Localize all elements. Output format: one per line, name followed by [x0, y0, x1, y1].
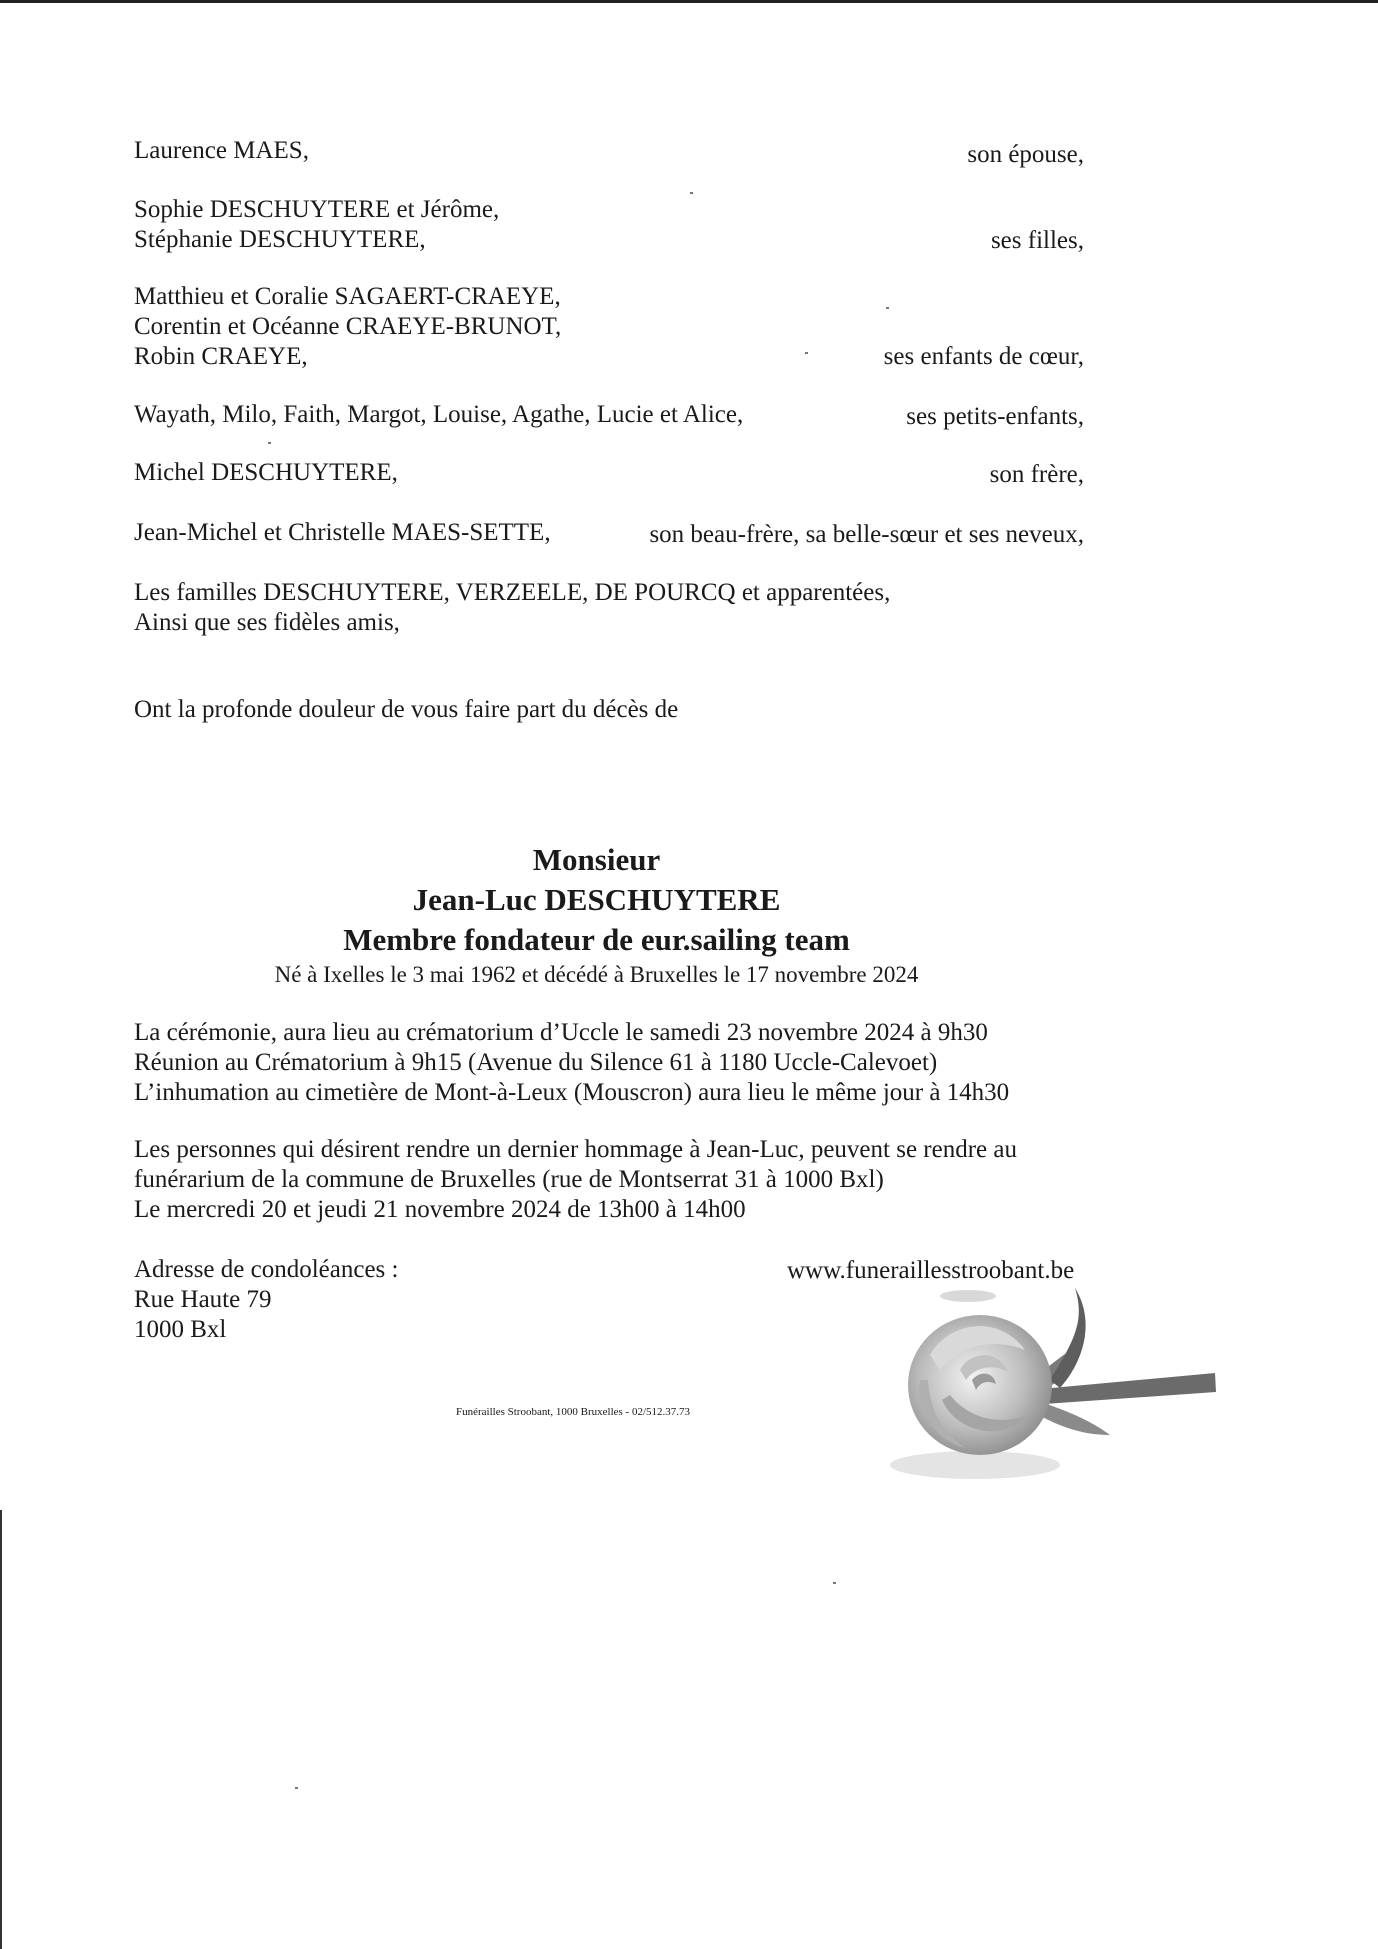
family-name-line: Sophie DESCHUYTERE et Jérôme, — [134, 196, 500, 223]
deceased-dates: Né à Ixelles le 3 mai 1962 et décédé à Bruxelles le 17 novembre 2024 — [274, 962, 919, 987]
family-names — [134, 458, 398, 488]
ceremony-line: L’inhumation au cimetière de Mont-à-Leux (Mouscron) aura lieu le même jour à 14h30 — [134, 1079, 1010, 1106]
condolence-street: Rue Haute 79 — [134, 1286, 272, 1313]
website-link[interactable]: www.funeraillesstroobant.be — [787, 1257, 1075, 1284]
scan-speck — [805, 352, 808, 354]
families-line: Les familles DESCHUYTERE, VERZEELE, DE POURCQ et apparentées, — [134, 579, 891, 606]
family-row-daughters — [134, 195, 1084, 255]
scan-speck — [833, 1582, 836, 1584]
visitation-line: Le mercredi 20 et jeudi 21 novembre 2024 de 13h00 à 14h00 — [134, 1196, 746, 1223]
funeral-home-footer: Funérailles Stroobant, 1000 Bruxelles - 02/512.37.73 — [456, 1406, 691, 1418]
family-names — [134, 282, 561, 372]
relation-label: ses filles, — [990, 227, 1084, 254]
family-names — [134, 518, 551, 548]
families-line: Ainsi que ses fidèles amis, — [134, 609, 400, 636]
family-row-spouse — [134, 136, 1084, 166]
relation-label: son épouse, — [967, 141, 1084, 168]
family-name-line: Matthieu et Coralie SAGAERT-CRAEYE, — [134, 283, 561, 310]
relation-label: ses petits-enfants, — [906, 403, 1084, 430]
family-name-line: Stéphanie DESCHUYTERE, — [134, 226, 426, 253]
family-name-line: Jean-Michel et Christelle MAES-SETTE, — [134, 519, 551, 546]
announcement-text: Ont la profonde douleur de vous faire part du décès de — [134, 696, 679, 723]
deceased-title: Monsieur — [532, 842, 661, 877]
family-names — [134, 400, 743, 430]
scan-speck — [690, 192, 693, 194]
family-row-in-laws — [134, 518, 1084, 548]
family-row-grandchildren — [134, 400, 1084, 430]
rose-icon — [880, 1280, 1220, 1480]
extended-families — [134, 578, 890, 638]
family-name-line: Michel DESCHUYTERE, — [134, 459, 398, 486]
ceremony-details — [134, 1018, 1009, 1108]
family-name-line: Wayath, Milo, Faith, Margot, Louise, Agathe, Lucie et Alice, — [134, 401, 744, 428]
condolence-label: Adresse de condoléances : — [134, 1256, 399, 1283]
top-border-line — [0, 0, 1378, 3]
ceremony-line: Réunion au Crématorium à 9h15 (Avenue du Silence 61 à 1180 Uccle-Calevoet) — [134, 1049, 938, 1076]
condolence-city: 1000 Bxl — [134, 1316, 227, 1343]
visitation-line: Les personnes qui désirent rendre un dernier hommage à Jean-Luc, peuvent se rendre au — [134, 1136, 1017, 1163]
visitation-details — [134, 1135, 1017, 1225]
left-scan-edge — [0, 1510, 2, 1949]
relation-label: son frère, — [989, 461, 1084, 488]
family-names — [134, 195, 499, 255]
ceremony-line: La cérémonie, aura lieu au crématorium d’Uccle le samedi 23 novembre 2024 à 9h30 — [134, 1019, 988, 1046]
scan-speck — [886, 307, 889, 309]
scan-speck — [295, 1787, 298, 1789]
family-names — [134, 136, 309, 166]
condolence-address — [134, 1255, 398, 1345]
visitation-line: funérarium de la commune de Bruxelles (rue de Montserrat 31 à 1000 Bxl) — [134, 1166, 884, 1193]
family-name-line: Laurence MAES, — [134, 137, 309, 164]
deceased-name: Jean-Luc DESCHUYTERE — [412, 882, 781, 917]
family-row-children-of-heart — [134, 282, 1084, 372]
family-name-line: Corentin et Océanne CRAEYE-BRUNOT, — [134, 313, 562, 340]
relation-label: son beau-frère, sa belle-sœur et ses neveux, — [649, 521, 1084, 548]
scan-speck — [268, 442, 271, 444]
family-row-brother — [134, 458, 1084, 488]
deceased-role: Membre fondateur de eur.sailing team — [343, 922, 850, 957]
family-name-line: Robin CRAEYE, — [134, 343, 308, 370]
relation-label: ses enfants de cœur, — [883, 343, 1084, 370]
